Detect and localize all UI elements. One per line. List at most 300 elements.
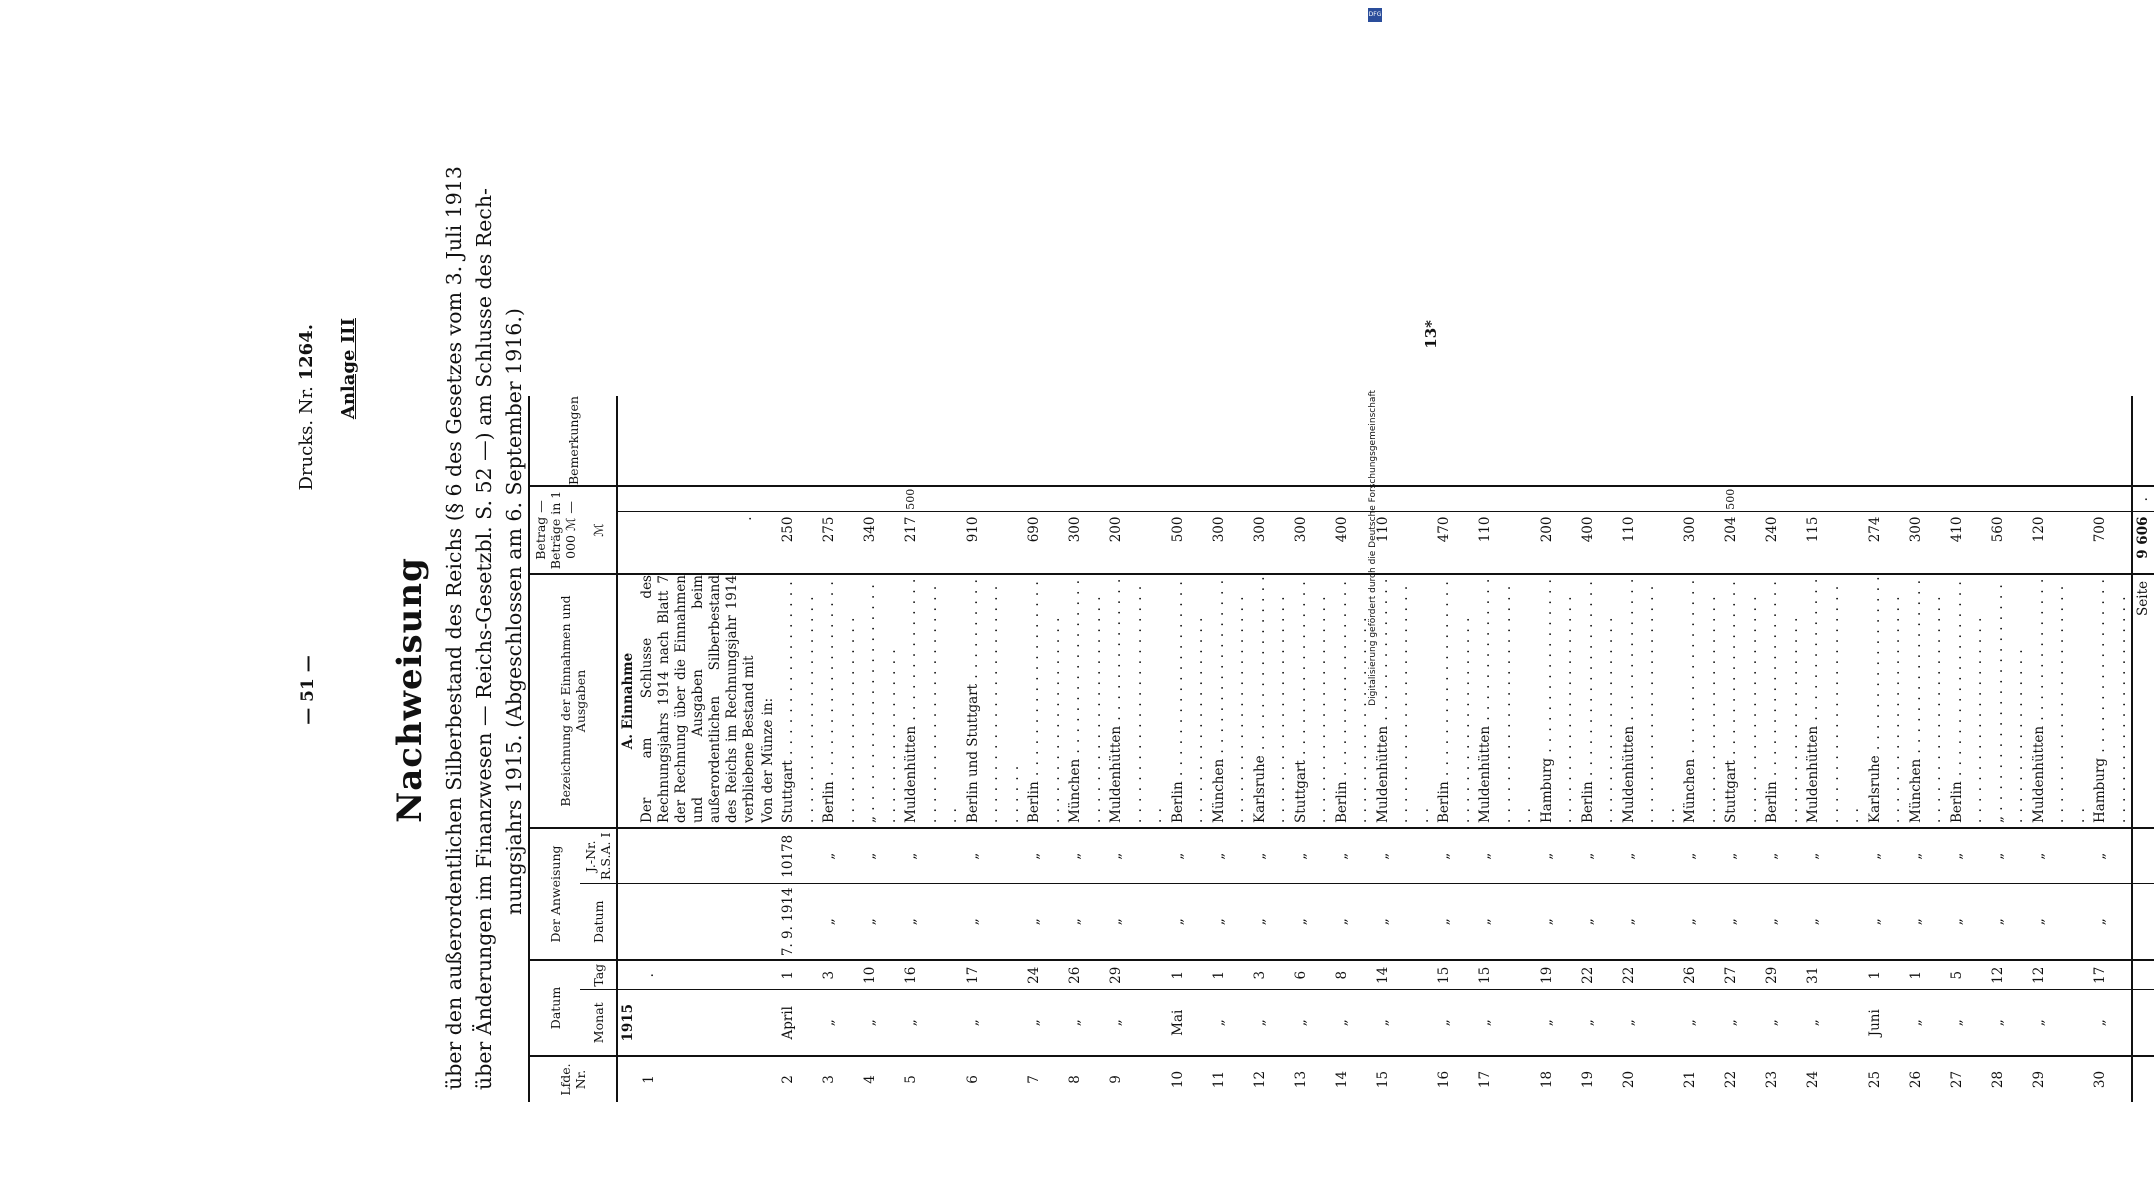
row-nr: 5: [903, 1075, 919, 1084]
row-amount: 500: [1168, 512, 1209, 574]
row-tag: 8: [1332, 960, 1373, 990]
row-nr: 23: [1764, 1070, 1780, 1089]
row-monat: „: [1434, 990, 1475, 1056]
row-anw-nr: „: [1619, 828, 1681, 884]
row-anw-datum: „: [1537, 884, 1578, 960]
row-tag: 1: [1906, 960, 1947, 990]
row-monat: „: [1906, 990, 1947, 1056]
row-remarks: [1865, 396, 1906, 486]
row-monat: „: [1680, 990, 1721, 1056]
row-fraction: [778, 486, 819, 512]
row-fraction: [1434, 486, 1475, 512]
row-nr: 28: [1989, 1070, 2006, 1089]
row-fraction: [1619, 486, 1681, 512]
row-monat: Juni: [1865, 990, 1906, 1056]
row-nr: 25: [1866, 1070, 1883, 1089]
row-amount: 300: [1906, 512, 1947, 574]
row-description: Muldenhütten . . .: [2029, 574, 2091, 828]
row-anw-nr: „: [1209, 828, 1250, 884]
row-tag: 14: [1373, 960, 1435, 990]
row-nr: 19: [1579, 1070, 1596, 1089]
row-description: Muldenhütten . . .: [1803, 574, 1865, 828]
row-amount: 340: [860, 512, 901, 574]
row-fraction: [1024, 486, 1065, 512]
total-fraction: .: [2132, 486, 2154, 512]
row-nr: 18: [1538, 1070, 1555, 1089]
row-fraction: [1537, 486, 1578, 512]
row-description: Karlsruhe . . .: [1865, 574, 1906, 828]
row-anw-datum: „: [1906, 884, 1947, 960]
row-anw-nr: „: [819, 828, 860, 884]
row-anw-nr: „: [1762, 828, 1803, 884]
row-amount: 300: [1065, 512, 1106, 574]
row-remarks: [1168, 396, 1209, 486]
table-row: [1619, 396, 1681, 1102]
row-description: Berlin und Stuttgart . . .: [963, 574, 1025, 828]
row-remarks: [1906, 396, 1947, 486]
table-row: [860, 396, 901, 1102]
row-anw-datum: „: [1680, 884, 1721, 960]
row-fraction: [860, 486, 901, 512]
row-monat: „: [1988, 990, 2029, 1056]
row-description: Muldenhütten . . .: [1106, 574, 1168, 828]
row-monat: „: [1721, 990, 1762, 1056]
ledger-table: [528, 396, 2154, 1102]
row-description: Berlin . . .: [1332, 574, 1373, 828]
row-monat: „: [819, 990, 860, 1056]
row-description: Muldenhütten . . .: [1373, 574, 1435, 828]
row-remarks: [1106, 396, 1168, 486]
row-description: Stuttgart . . .: [1291, 574, 1332, 828]
row-description: Hamburg . . .: [1537, 574, 1578, 828]
row-nr: 8: [1067, 1075, 1083, 1084]
row-anw-nr: „: [1291, 828, 1332, 884]
row-remarks: [1209, 396, 1250, 486]
row-tag: 12: [1988, 960, 2029, 990]
table-row: [1065, 396, 1106, 1102]
header-anw-nr: J.-Nr. R.S.A. I: [580, 828, 617, 884]
row-fraction: 500: [1721, 486, 1762, 512]
row-anw-datum: 7. 9. 1914: [778, 884, 819, 960]
row-anw-datum: „: [1024, 884, 1065, 960]
row-amount: 470: [1434, 512, 1475, 574]
row-amount: 217: [901, 512, 963, 574]
row-description: Berlin . . .: [1024, 574, 1065, 828]
row-anw-nr: „: [860, 828, 901, 884]
row-nr: 24: [1805, 1070, 1821, 1089]
row-description: Berlin . . .: [1947, 574, 1988, 828]
table-row: [778, 396, 819, 1102]
table-row: [1721, 396, 1762, 1102]
row-remarks: [1619, 396, 1681, 486]
table-row: [1475, 396, 1537, 1102]
row-remarks: [1332, 396, 1373, 486]
row-amount: 274: [1865, 512, 1906, 574]
anlage-label: Anlage III: [338, 318, 359, 420]
row-nr: 20: [1620, 1070, 1637, 1089]
row-monat: „: [1578, 990, 1619, 1056]
row-amount: 400: [1578, 512, 1619, 574]
row-anw-nr: „: [1537, 828, 1578, 884]
row-fraction: [1578, 486, 1619, 512]
row-anw-datum: „: [1762, 884, 1803, 960]
table-row: [1680, 396, 1721, 1102]
row-anw-datum: „: [1947, 884, 1988, 960]
row-anw-nr: „: [1250, 828, 1291, 884]
row-monat: „: [1475, 990, 1537, 1056]
row-monat: April: [778, 990, 819, 1056]
row-nr: 2: [780, 1075, 796, 1084]
table-row: [1434, 396, 1475, 1102]
row-amount: 300: [1680, 512, 1721, 574]
row-tag: 5: [1947, 960, 1988, 990]
row-tag: 12: [2029, 960, 2091, 990]
row-monat: „: [1803, 990, 1865, 1056]
row-amount: 300: [1209, 512, 1250, 574]
row-anw-nr: „: [1865, 828, 1906, 884]
row-tag: 1: [1209, 960, 1250, 990]
row-remarks: [1024, 396, 1065, 486]
row-nr: 15: [1374, 1070, 1391, 1089]
table-row: [819, 396, 860, 1102]
row-description: München . . .: [1906, 574, 1947, 828]
row-fraction: [1947, 486, 1988, 512]
row-remarks: [860, 396, 901, 486]
row-remarks: [1680, 396, 1721, 486]
row-amount: 910: [963, 512, 1025, 574]
table-row: [1762, 396, 1803, 1102]
row-1-tag: .: [639, 960, 758, 990]
row-description: München . . .: [1680, 574, 1721, 828]
row-fraction: [963, 486, 1025, 512]
row-nr: 22: [1723, 1070, 1739, 1089]
row-anw-datum: „: [1865, 884, 1906, 960]
table-row: [1168, 396, 1209, 1102]
row-anw-datum: „: [963, 884, 1025, 960]
row-amount: 560: [1988, 512, 2029, 574]
row-monat: „: [963, 990, 1025, 1056]
row-anw-datum: „: [1721, 884, 1762, 960]
table-row: [2029, 396, 2091, 1102]
row-anw-nr: „: [2029, 828, 2091, 884]
row-1-amount: .: [639, 512, 758, 574]
row-tag: 27: [1721, 960, 1762, 990]
table-row: [2090, 396, 2132, 1102]
row-anw-datum: „: [1168, 884, 1209, 960]
row-tag: 15: [1475, 960, 1537, 990]
row-tag: 1: [1168, 960, 1209, 990]
row-anw-nr: „: [1434, 828, 1475, 884]
row-monat: „: [1250, 990, 1291, 1056]
row-tag: 29: [1762, 960, 1803, 990]
row-anw-datum: „: [1578, 884, 1619, 960]
row-fraction: [1906, 486, 1947, 512]
row-remarks: [1475, 396, 1537, 486]
row-tag: 1: [778, 960, 819, 990]
row-anw-datum: „: [1475, 884, 1537, 960]
row-anw-datum: „: [1988, 884, 2029, 960]
von-der-muenze-label: Von der Münze in:: [758, 574, 779, 828]
row-fraction: [1475, 486, 1537, 512]
row-nr: 12: [1251, 1070, 1268, 1089]
row-description: Muldenhütten . . .: [1475, 574, 1537, 828]
row-monat: „: [1619, 990, 1681, 1056]
row-tag: 26: [1680, 960, 1721, 990]
row-fraction: [1865, 486, 1906, 512]
row-amount: 300: [1250, 512, 1291, 574]
row-fraction: [1332, 486, 1373, 512]
row-amount: 200: [1106, 512, 1168, 574]
row-nr: 6: [964, 1075, 981, 1084]
row-tag: 10: [860, 960, 901, 990]
row-tag: 26: [1065, 960, 1106, 990]
table-row: [1332, 396, 1373, 1102]
row-anw-datum: „: [1619, 884, 1681, 960]
row-monat: Mai: [1168, 990, 1209, 1056]
row-fraction: [1065, 486, 1106, 512]
table-row: [1865, 396, 1906, 1102]
row-fraction: [1250, 486, 1291, 512]
row-nr: 4: [862, 1075, 878, 1084]
row-description: Muldenhütten . . .: [1619, 574, 1681, 828]
header-bezeichnung: Bezeichnung der Einnahmen und Ausgaben: [529, 574, 617, 828]
row-anw-datum: „: [1106, 884, 1168, 960]
document-title: Nachweisung: [390, 557, 430, 823]
row-amount: 275: [819, 512, 860, 574]
dfg-logo: DFG: [1368, 8, 1382, 22]
row-tag: 1: [1865, 960, 1906, 990]
row-monat: „: [1024, 990, 1065, 1056]
row-anw-nr: „: [1680, 828, 1721, 884]
row-fraction: [1168, 486, 1209, 512]
table-row: [1537, 396, 1578, 1102]
row-anw-nr: „: [1065, 828, 1106, 884]
table-row: [1906, 396, 1947, 1102]
header-tag: Tag: [580, 960, 617, 990]
row-remarks: [1721, 396, 1762, 486]
row-monat: „: [2090, 990, 2132, 1056]
row-fraction: [1762, 486, 1803, 512]
row-amount: 410: [1947, 512, 1988, 574]
row-description: Berlin . . .: [819, 574, 860, 828]
total-label: Seite: [2132, 574, 2154, 828]
row-remarks: [1578, 396, 1619, 486]
row-fraction: [1803, 486, 1865, 512]
row-description: Stuttgart . . .: [778, 574, 819, 828]
row-description: Berlin . . .: [1578, 574, 1619, 828]
subtitle-line-1: über den außerordentlichen Silberbestand des Reichs (§ 6 des Gesetzes vom 3. Juli 1913: [442, 166, 466, 1090]
row-tag: 3: [1250, 960, 1291, 990]
row-tag: 6: [1291, 960, 1332, 990]
row-fraction: [2029, 486, 2091, 512]
year-label: 1915: [617, 990, 639, 1056]
row-nr: 13: [1292, 1070, 1309, 1089]
row-amount: 110: [1373, 512, 1435, 574]
row-remarks: [2029, 396, 2091, 486]
row-anw-nr: „: [1168, 828, 1209, 884]
row-anw-nr: „: [1947, 828, 1988, 884]
row-fraction: [819, 486, 860, 512]
row-remarks: [1762, 396, 1803, 486]
row-nr: 7: [1026, 1075, 1042, 1084]
row-anw-nr: „: [1475, 828, 1537, 884]
row-monat: „: [1947, 990, 1988, 1056]
header-anweisung: Der Anweisung: [529, 828, 580, 960]
row-anw-nr: „: [1803, 828, 1865, 884]
row-remarks: [1803, 396, 1865, 486]
row-anw-nr: „: [1024, 828, 1065, 884]
header-datum: Datum: [529, 960, 580, 1056]
row-nr: 27: [1948, 1070, 1965, 1089]
row-description: Karlsruhe . . .: [1250, 574, 1291, 828]
row-amount: 204: [1721, 512, 1762, 574]
table-row: [1988, 396, 2029, 1102]
row-anw-datum: „: [1434, 884, 1475, 960]
row-nr: 26: [1907, 1070, 1924, 1089]
header-monat: Monat: [580, 990, 617, 1056]
row-fraction: [1988, 486, 2029, 512]
row-nr: 9: [1108, 1075, 1124, 1084]
row-monat: „: [1065, 990, 1106, 1056]
row-1-nr: 1: [640, 1075, 657, 1084]
row-anw-nr: „: [2090, 828, 2132, 884]
row-description: Muldenhütten . . .: [901, 574, 963, 828]
row-fraction: [2090, 486, 2132, 512]
row-anw-nr: „: [1906, 828, 1947, 884]
row-description: München . . .: [1209, 574, 1250, 828]
row-amount: 300: [1291, 512, 1332, 574]
table-row: [1291, 396, 1332, 1102]
table-row: [1209, 396, 1250, 1102]
row-amount: 700: [2090, 512, 2132, 574]
row-anw-datum: „: [1332, 884, 1373, 960]
row-amount: 115: [1803, 512, 1865, 574]
row-tag: 16: [901, 960, 963, 990]
row-tag: 22: [1578, 960, 1619, 990]
row-tag: 22: [1619, 960, 1681, 990]
row-monat: „: [860, 990, 901, 1056]
row-nr: 16: [1436, 1070, 1452, 1089]
row-nr: 17: [1477, 1070, 1493, 1089]
row-anw-nr: „: [1373, 828, 1435, 884]
row-amount: 400: [1332, 512, 1373, 574]
table-row: [1250, 396, 1291, 1102]
row-anw-nr: „: [1106, 828, 1168, 884]
row-monat: „: [1106, 990, 1168, 1056]
row-anw-nr: „: [1578, 828, 1619, 884]
row-tag: 31: [1803, 960, 1865, 990]
row-tag: 17: [963, 960, 1025, 990]
row-description: Berlin . . .: [1434, 574, 1475, 828]
row-nr: 21: [1682, 1070, 1698, 1089]
row-anw-datum: „: [901, 884, 963, 960]
row-amount: 690: [1024, 512, 1065, 574]
row-monat: „: [1537, 990, 1578, 1056]
row-anw-nr: „: [963, 828, 1025, 884]
header-betrag: Betrag — Beträge in 1 000 ℳ —: [529, 486, 580, 574]
row-fraction: [1209, 486, 1250, 512]
row-anw-datum: „: [860, 884, 901, 960]
header-anw-datum: Datum: [580, 884, 617, 960]
row-remarks: [1947, 396, 1988, 486]
page-number: — 51 —: [298, 655, 318, 725]
row-monat: „: [1209, 990, 1250, 1056]
row-monat: „: [1332, 990, 1373, 1056]
row-1-description: Der am Schlusse des Rechnungsjahrs 1914 nach Blatt 7 der Rechnung über die Einnahmen und Ausgaben beim außerordentlichen Silberbestand des Reichs im Rechnungsjahr 1914 verbliebene Bestand mit: [639, 574, 758, 828]
row-nr: 11: [1210, 1070, 1227, 1089]
row-description: München . . .: [1065, 574, 1106, 828]
row-remarks: [963, 396, 1025, 486]
row-anw-datum: „: [1250, 884, 1291, 960]
row-anw-datum: „: [1065, 884, 1106, 960]
row-monat: „: [2029, 990, 2091, 1056]
table-row: [1947, 396, 1988, 1102]
total-amount: 9 606: [2132, 512, 2154, 574]
row-monat: „: [901, 990, 963, 1056]
table-row: [1106, 396, 1168, 1102]
row-description: Stuttgart . . .: [1721, 574, 1762, 828]
row-anw-datum: „: [1373, 884, 1435, 960]
row-fraction: 500: [901, 486, 963, 512]
row-fraction: [1291, 486, 1332, 512]
row-nr: 29: [2030, 1070, 2047, 1089]
druck-number: 1264.: [296, 324, 317, 381]
row-remarks: [901, 396, 963, 486]
table-row: [1578, 396, 1619, 1102]
row-anw-nr: „: [1988, 828, 2029, 884]
row-remarks: [1250, 396, 1291, 486]
row-anw-datum: „: [1803, 884, 1865, 960]
row-fraction: [1106, 486, 1168, 512]
row-remarks: [819, 396, 860, 486]
row-anw-nr: 10178: [778, 828, 819, 884]
row-remarks: [1988, 396, 2029, 486]
row-nr: 10: [1169, 1070, 1186, 1089]
row-amount: 120: [2029, 512, 2091, 574]
subtitle-line-2: über Änderungen im Finanzwesen — Reichs-Gesetzbl. S. 52 —) am Schlusse des Rech-: [472, 188, 496, 1090]
row-remarks: [778, 396, 819, 486]
footer-credit: Digitalisierung gefördert durch die Deutsche Forschungsgemeinschaft: [1368, 390, 1378, 706]
row-description: Hamburg . . .: [2090, 574, 2132, 828]
table-row: [901, 396, 963, 1102]
row-monat: „: [1291, 990, 1332, 1056]
sheet-signature: 13*: [1422, 320, 1440, 349]
row-amount: 110: [1475, 512, 1537, 574]
row-description: „ . . .: [860, 574, 901, 828]
row-anw-nr: „: [1721, 828, 1762, 884]
row-tag: 15: [1434, 960, 1475, 990]
row-amount: 250: [778, 512, 819, 574]
row-amount: 110: [1619, 512, 1681, 574]
row-description: Berlin . . .: [1168, 574, 1209, 828]
table-row: [1024, 396, 1065, 1102]
row-nr: 14: [1333, 1070, 1350, 1089]
row-amount: 240: [1762, 512, 1803, 574]
table-row: [963, 396, 1025, 1102]
drucksache-number: [296, 324, 317, 491]
row-anw-datum: „: [819, 884, 860, 960]
row-remarks: [1537, 396, 1578, 486]
row-tag: 17: [2090, 960, 2132, 990]
section-heading: A. Einnahme: [617, 574, 639, 828]
row-anw-datum: „: [2029, 884, 2091, 960]
druck-prefix: Drucks. Nr.: [296, 386, 317, 491]
row-fraction: [1680, 486, 1721, 512]
row-tag: 3: [819, 960, 860, 990]
row-anw-datum: „: [2090, 884, 2132, 960]
row-anw-nr: „: [901, 828, 963, 884]
row-monat: „: [1762, 990, 1803, 1056]
